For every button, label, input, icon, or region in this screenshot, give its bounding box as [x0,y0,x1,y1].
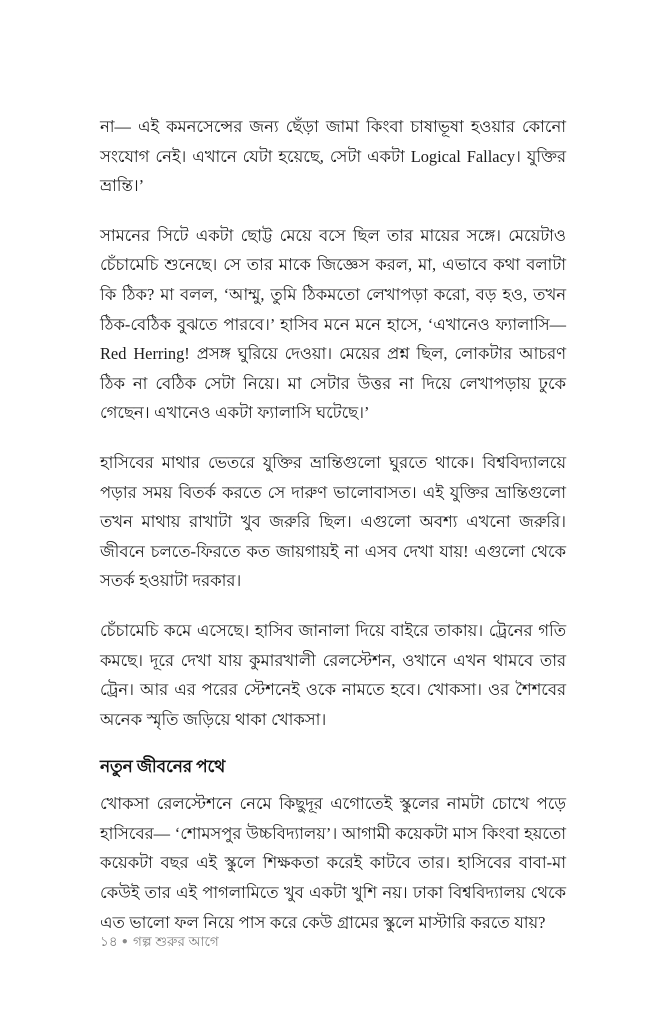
paragraph-5: খোকসা রেলস্টেশনে নেমে কিছুদূর এগোতেই স্কুলের নামটা চোখে পড়ে হাসিবের— ‘শোমসপুর উচ্চবিদ্যালয়’। আগামী কয়েকটা মাস কিংবা হয়তো কয়েকটা বছর এই স্কুলে শিক্ষকতা করেই কাটবে তার। হাসিবের বাবা-মা কেউই তার এই পাগলামিতে খুব একটা খুশি নয়। ঢাকা বিশ্ববিদ্যালয় থেকে এত ভালো ফল নিয়ে পাস করে কেউ গ্রামের স্কুলে মাস্টারি করতে যায়? [100,794,566,932]
page-text-block [100,112,566,937]
section-heading-wrapper [100,754,566,780]
footer-separator-dot: ● [121,936,129,947]
paragraph-1: না— এই কমনসেন্সের জন্য ছেঁড়া জামা কিংবা চাষাভূষা হওয়ার কোনো সংযোগ নেই। এখানে যেটা হয়েছে, সেটা একটা Logical Fallacy। যুক্তির ভ্রান্তি।’ [100,117,566,196]
paragraph-3: হাসিবের মাথার ভেতরে যুক্তির ভ্রান্তিগুলো ঘুরতে থাকে। বিশ্ববিদ্যালয়ে পড়ার সময় বিতর্ক করতে সে দারুণ ভালোবাসত। এই যুক্তির ভ্রান্তিগুলো তখন মাথায় রাখাটা খুব জরুরি ছিল। এগুলো অবশ্য এখনো জরুরি। জীবনে চলতে-ফিরতে কত জায়গায়ই না এসব দেখা যায়! এগুলো থেকে সতর্ক হওয়াটা দরকার। [100,452,566,591]
page-footer [100,932,219,952]
paragraph-4: চেঁচামেচি কমে এসেছে। হাসিব জানালা দিয়ে বাইরে তাকায়। ট্রেনের গতি কমছে। দূরে দেখা যায় কুমারখালী রেলস্টেশন, ওখানে এখন থামবে তার ট্রেন। আর এর পরের স্টেশনেই ওকে নামতে হবে। খোকসা। ওর শৈশবের অনেক স্মৃতি জড়িয়ে থাকা খোকসা। [100,620,566,729]
section-heading: নতুন জীবনের পথে [100,757,226,777]
paragraph-2: সামনের সিটে একটা ছোট্ট মেয়ে বসে ছিল তার মায়ের সঙ্গে। মেয়েটাও চেঁচামেচি শুনেছে। সে তার মাকে জিজ্ঞেস করল, মা, এভাবে কথা বলাটা কি ঠিক? মা বলল, ‘আম্মু, তুমি ঠিকমতো লেখাপড়া করো, বড় হও, তখন ঠিক-বেঠিক বুঝতে পারবে।’ হাসিব মনে মনে হাসে, ‘এখানেও ফ্যালাসি— Red Herring! প্রসঙ্গ ঘুরিয়ে দেওয়া। মেয়ের প্রশ্ন ছিল, লোকটার আচরণ ঠিক না বেঠিক সেটা নিয়ে। মা সেটার উত্তর না দিয়ে লেখাপড়ায় ঢুকে গেছেন। এখানেও একটা ফ্যালাসি ঘটেছে।’ [100,225,566,423]
footer-book-title: গল্প শুরুর আগে [133,934,219,949]
footer-page-number: ১৪ [100,934,118,949]
